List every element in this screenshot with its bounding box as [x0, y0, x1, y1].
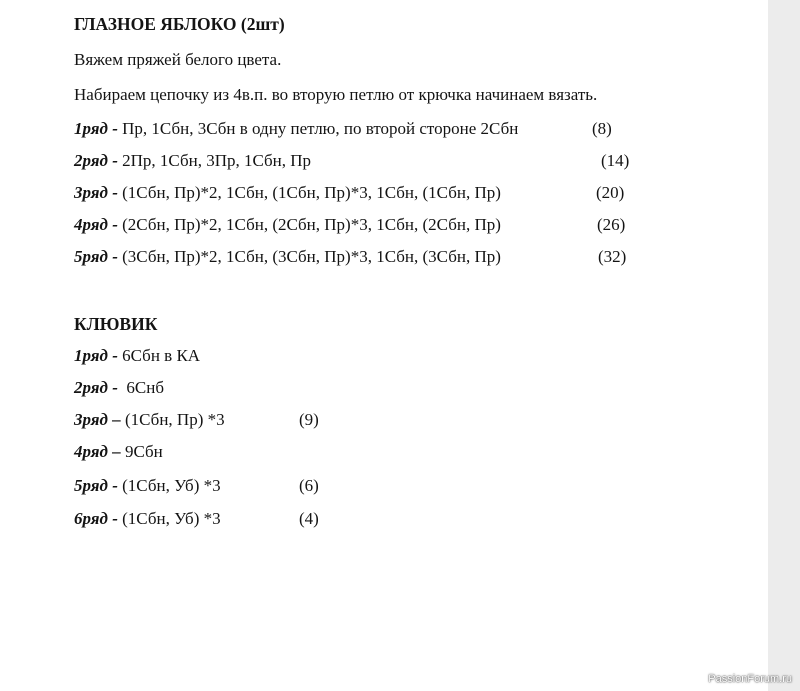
- eyeball-row-5: [74, 247, 501, 267]
- row-instructions: 6Сбн в КА: [117, 346, 201, 365]
- page-margin-strip: [768, 0, 800, 691]
- row-instructions: 9Сбн: [120, 442, 163, 461]
- beak-row-3-count: (9): [299, 410, 319, 429]
- intro-chain-instructions: Набираем цепочку из 4в.п. во вторую петлю от крючка начинаем вязать.: [74, 85, 598, 104]
- row-label: 6ряд -: [74, 509, 118, 528]
- row-instructions: (1Сбн, Пр)*2, 1Сбн, (1Сбн, Пр)*3, 1Сбн, (1Сбн, Пр): [117, 183, 501, 202]
- row-label: 3ряд –: [74, 410, 121, 429]
- row-instructions: (3Сбн, Пр)*2, 1Сбн, (3Сбн, Пр)*3, 1Сбн, (3Сбн, Пр): [117, 247, 501, 266]
- row-label: 4ряд –: [74, 442, 121, 461]
- eyeball-row-3-count: (20): [596, 183, 625, 202]
- row-label: 5ряд -: [74, 476, 118, 495]
- row-label: 2ряд -: [74, 378, 118, 397]
- beak-row-1: [74, 346, 200, 366]
- section-title-eyeball: ГЛАЗНОЕ ЯБЛОКО (2шт): [74, 14, 285, 34]
- eyeball-row-2: [74, 151, 311, 171]
- row-instructions: 2Пр, 1Сбн, 3Пр, 1Сбн, Пр: [117, 151, 312, 170]
- beak-row-2: [74, 378, 164, 398]
- eyeball-row-1-count: (8): [592, 119, 612, 138]
- row-label: 1ряд -: [74, 119, 118, 138]
- row-instructions: 6Снб: [117, 378, 164, 397]
- section-title-beak: КЛЮВИК: [74, 314, 158, 334]
- beak-row-3: [74, 410, 225, 430]
- eyeball-row-5-count: (32): [598, 247, 627, 266]
- row-label: 1ряд -: [74, 346, 118, 365]
- beak-row-5: [74, 476, 221, 496]
- row-label: 2ряд -: [74, 151, 118, 170]
- row-label: 5ряд -: [74, 247, 118, 266]
- site-watermark: PassionForum.ru: [708, 673, 792, 685]
- row-label: 4ряд -: [74, 215, 118, 234]
- beak-row-5-count: (6): [299, 476, 319, 495]
- eyeball-row-2-count: (14): [601, 151, 630, 170]
- eyeball-row-3: [74, 183, 501, 203]
- row-instructions: (2Сбн, Пр)*2, 1Сбн, (2Сбн, Пр)*3, 1Сбн, (2Сбн, Пр): [117, 215, 501, 234]
- row-label: 3ряд -: [74, 183, 118, 202]
- beak-row-6-count: (4): [299, 509, 319, 528]
- eyeball-row-4-count: (26): [597, 215, 626, 234]
- row-instructions: (1Сбн, Уб) *3: [117, 509, 221, 528]
- row-instructions: (1Сбн, Уб) *3: [117, 476, 221, 495]
- intro-yarn-color: Вяжем пряжей белого цвета.: [74, 50, 282, 69]
- eyeball-row-1: [74, 119, 518, 139]
- beak-row-4: [74, 442, 163, 462]
- beak-row-6: [74, 509, 221, 529]
- row-instructions: (1Сбн, Пр) *3: [120, 410, 225, 429]
- eyeball-row-4: [74, 215, 501, 235]
- row-instructions: Пр, 1Сбн, 3Сбн в одну петлю, по второй стороне 2Сбн: [117, 119, 519, 138]
